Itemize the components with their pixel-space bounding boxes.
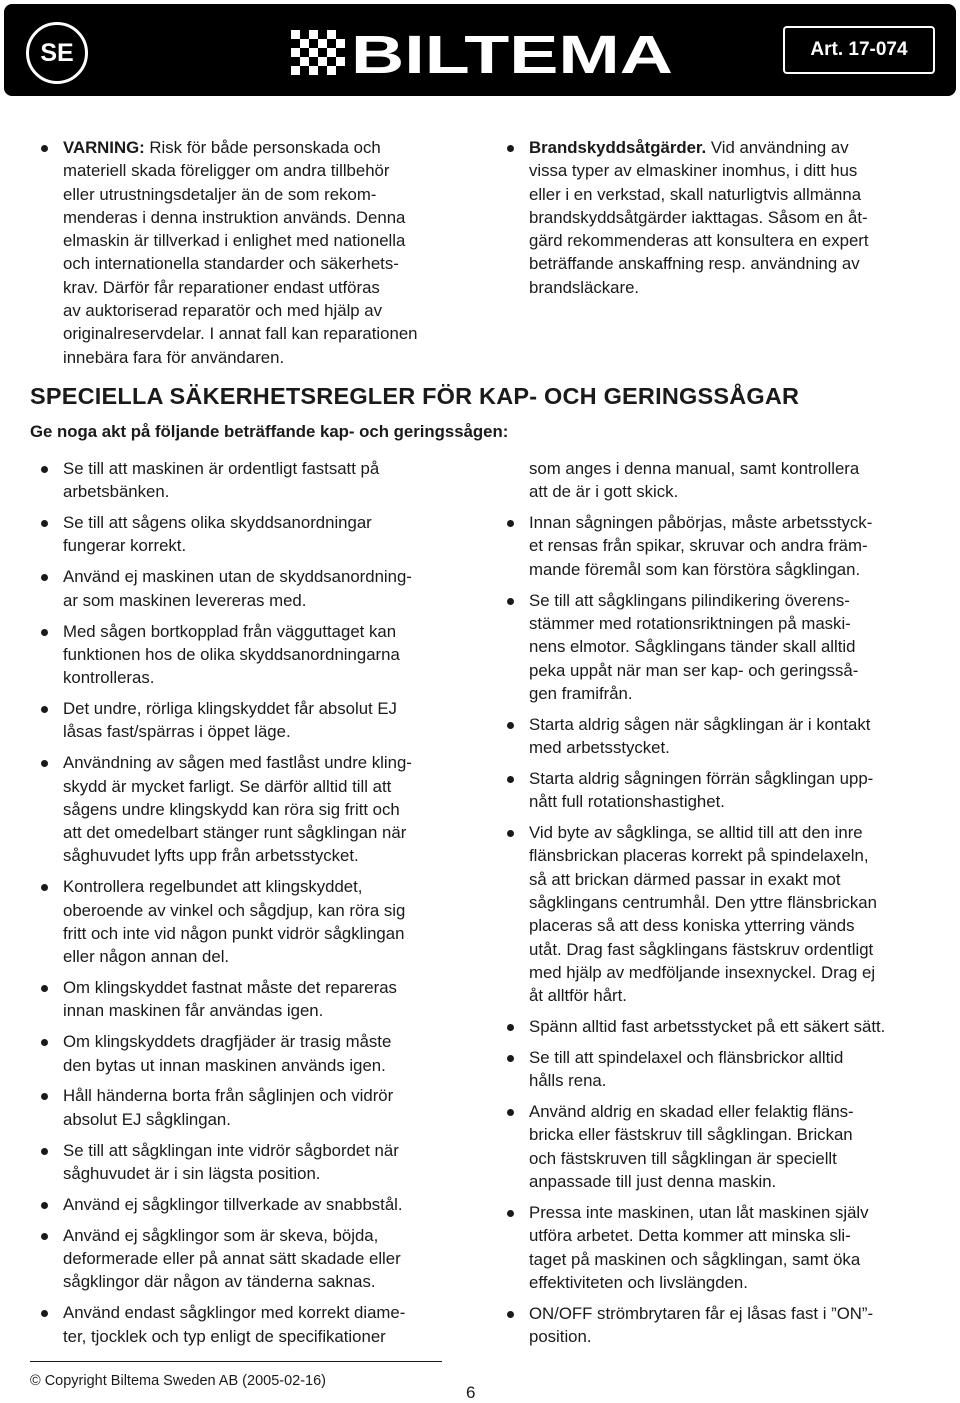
text-line: hålls rena. xyxy=(529,1071,607,1091)
text-line: Spänn alltid fast arbetsstycket på ett säkert sätt. xyxy=(529,1017,886,1037)
copyright-text: © Copyright Biltema Sweden AB (2005-02-16) xyxy=(30,1373,327,1389)
text-line: innan maskinen får användas igen. xyxy=(63,1001,324,1021)
text-line: eller någon annan del. xyxy=(63,947,230,967)
text-line: åt alltför hårt. xyxy=(529,986,627,1006)
text-line: såghuvudet är i sin lägsta position. xyxy=(63,1163,321,1183)
text-line: fungerar korrekt. xyxy=(63,536,187,556)
text-line: absolut EJ sågklingan. xyxy=(63,1109,231,1129)
text-line: arbetsbänken. xyxy=(63,482,170,502)
list-item xyxy=(504,713,949,760)
header-bar xyxy=(4,4,956,96)
text-line: Håll händerna borta från såglinjen och vidrör xyxy=(63,1086,394,1106)
text-line: så att brickan därmed passar in exakt mot xyxy=(529,869,841,889)
list-item xyxy=(38,751,483,867)
text-line: sågklingans centrumhål. Den yttre flänsbrickan xyxy=(529,893,877,913)
list-item xyxy=(38,875,483,968)
text-line: Kontrollera regelbundet att klingskyddet, xyxy=(63,877,363,897)
text-line: brandsläckare. xyxy=(529,277,640,297)
item-lead: VARNING: xyxy=(63,138,145,157)
text-line: Se till att sågklingans pilindikering överens- xyxy=(529,590,850,610)
list-item xyxy=(504,589,949,705)
text-line: gärd rekommenderas att konsultera en expert xyxy=(529,231,869,251)
text-line: Använd ej sågklingor som är skeva, böjda, xyxy=(63,1225,379,1245)
list-item xyxy=(38,1224,483,1294)
text-line: Starta aldrig sågningen förrän sågklingan upp- xyxy=(529,768,874,788)
text-line: sågens undre klingskydd kan röra sig fritt och xyxy=(63,799,400,819)
text-line: att de är i gott skick. xyxy=(529,482,679,502)
text-line: ter, tjocklek och typ enligt de specifikationer xyxy=(63,1326,386,1346)
warning-right-column xyxy=(504,136,944,299)
text-line: materiell skada föreligger om andra tillbehör xyxy=(63,161,390,181)
text-line: sågklingor där någon av tänderna saknas. xyxy=(63,1272,376,1292)
text-line: fritt och inte vid någon punkt vidrör sågklingan xyxy=(63,923,405,943)
text-line: den bytas ut innan maskinen används igen. xyxy=(63,1055,386,1075)
list-item xyxy=(504,1201,949,1294)
text-line: krav. Därför får reparationer endast utföras xyxy=(63,277,380,297)
svg-text:BILTEMA: BILTEMA xyxy=(351,26,673,78)
section-title: SPECIELLA SÄKERHETSREGLER FÖR KAP- OCH GERINGSSÅGAR xyxy=(30,383,800,409)
text-line: taget på maskinen och sågklingan, samt öka xyxy=(529,1249,861,1269)
list-item xyxy=(38,565,483,612)
text-line: och fästskruven till sågklingan är speciellt xyxy=(529,1148,837,1168)
text-line: Om klingskyddets dragfjäder är trasig måste xyxy=(63,1032,392,1052)
text-line: som anges i denna manual, samt kontrollera xyxy=(529,459,860,478)
text-line: mande föremål som kan förstöra sågklingan. xyxy=(529,559,861,579)
text-line: Vid användning av xyxy=(706,138,849,157)
text-line: peka uppåt när man ser kap- och geringsså- xyxy=(529,660,859,680)
text-line: med arbetsstycket. xyxy=(529,738,670,758)
list-item xyxy=(38,136,478,369)
list-item xyxy=(504,767,949,814)
text-line: Pressa inte maskinen, utan låt maskinen själv xyxy=(529,1202,869,1222)
warning-left-column xyxy=(38,136,478,369)
list-item xyxy=(504,1100,949,1193)
list-item xyxy=(38,1030,483,1077)
rules-right-column xyxy=(504,457,949,1348)
list-item xyxy=(38,620,483,690)
item-lead: Brandskyddsåtgärder. xyxy=(529,138,707,157)
language-badge: SE xyxy=(26,22,88,84)
text-line: nått full rotationshastighet. xyxy=(529,792,725,812)
text-line: Se till att sågens olika skyddsanordningar xyxy=(63,513,372,533)
text-line: med hjälp av medföljande insexnyckel. Drag ej xyxy=(529,962,876,982)
list-item xyxy=(504,1015,949,1038)
text-line: Vid byte av sågklinga, se alltid till att den inre xyxy=(529,823,863,843)
text-line: gen framifrån. xyxy=(529,683,633,703)
list-item xyxy=(504,1046,949,1093)
text-line: deformerade eller på annat sätt skadade eller xyxy=(63,1249,401,1269)
text-line: originalreservdelar. I annat fall kan reparationen xyxy=(63,324,418,344)
text-line: Se till att maskinen är ordentligt fastsatt på xyxy=(63,459,380,478)
list-item xyxy=(504,136,944,299)
text-line: position. xyxy=(529,1327,592,1347)
text-line: Starta aldrig sågen när sågklingan är i kontakt xyxy=(529,714,871,734)
text-line: Använd ej sågklingor tillverkade av snabbstål. xyxy=(63,1194,403,1214)
text-line: beträffande anskaffning resp. användning av xyxy=(529,254,860,274)
list-item xyxy=(38,1139,483,1186)
footer-divider xyxy=(30,1361,442,1362)
text-line: eller i en verkstad, skall naturligtvis allmänna xyxy=(529,184,862,204)
text-line: Med sågen bortkopplad från vägguttaget kan xyxy=(63,621,397,641)
text-line: och internationella standarder och säkerhets- xyxy=(63,254,399,274)
text-line: Innan sågningen påbörjas, måste arbetsstyck- xyxy=(529,513,873,533)
text-line: elmaskin är tillverkad i enlighet med nationella xyxy=(63,231,406,251)
text-line: Använd aldrig en skadad eller felaktig fläns- xyxy=(529,1102,854,1122)
text-line: stämmer med rotationsriktningen på maski- xyxy=(529,613,851,633)
text-line: Det undre, rörliga klingskyddet får absolut EJ xyxy=(63,699,397,719)
text-line: Om klingskyddet fastnat måste det repareras xyxy=(63,978,397,998)
text-line: Använd ej maskinen utan de skyddsanordning- xyxy=(63,567,412,587)
article-number: Art. 17-074 xyxy=(783,26,935,74)
list-item xyxy=(38,976,483,1023)
text-line: eller utrustningsdetaljer än de som rekom- xyxy=(63,184,377,204)
text-line: Risk för både personskada och xyxy=(144,138,381,157)
list-item xyxy=(504,821,949,1007)
text-line: menderas i denna instruktion används. Denna xyxy=(63,207,406,227)
page-number: 6 xyxy=(466,1383,476,1402)
section-subtitle: Ge noga akt på följande beträffande kap- och geringssågen: xyxy=(30,422,509,441)
text-line: flänsbrickan placeras korrekt på spindelaxeln, xyxy=(529,846,869,866)
list-item xyxy=(38,1193,483,1216)
text-line: placeras så att dess koniska ytterring vänds xyxy=(529,916,855,936)
list-item xyxy=(38,1301,483,1348)
list-item xyxy=(38,457,483,504)
text-line: såghuvudet lyfts upp från arbetsstycket. xyxy=(63,846,359,866)
text-line: bricka eller fästskruv till sågklingan. Brickan xyxy=(529,1125,853,1145)
text-line: Användning av sågen med fastlåst undre kling- xyxy=(63,753,412,773)
continued-text xyxy=(504,457,949,504)
list-item xyxy=(504,1302,949,1349)
text-line: att det omedelbart stänger runt sågklingan när xyxy=(63,823,407,843)
text-line: nens elmotor. Sågklingans tänder skall alltid xyxy=(529,637,856,657)
text-line: anpassade till just denna maskin. xyxy=(529,1172,777,1192)
text-line: av auktoriserad reparatör och med hjälp av xyxy=(63,301,383,321)
text-line: utåt. Drag fast sågklingans fästskruv ordentligt xyxy=(529,939,874,959)
text-line: oberoende av vinkel och sågdjup, kan röra sig xyxy=(63,900,406,920)
biltema-logo xyxy=(289,26,679,78)
list-item xyxy=(38,1084,483,1131)
text-line: funktionen hos de olika skyddsanordningarna xyxy=(63,644,400,664)
list-item xyxy=(38,511,483,558)
text-line: låsas fast/spärras i öppet läge. xyxy=(63,722,291,742)
text-line: et rensas från spikar, skruvar och andra främ- xyxy=(529,536,868,556)
text-line: ON/OFF strömbrytaren får ej låsas fast i ”ON”- xyxy=(529,1303,874,1323)
text-line: kontrolleras. xyxy=(63,668,155,688)
text-line: vissa typer av elmaskiner inomhus, i ditt hus xyxy=(529,161,858,181)
text-line: brandskyddsåtgärder iakttagas. Såsom en åt- xyxy=(529,207,868,227)
text-line: Se till att spindelaxel och flänsbrickor alltid xyxy=(529,1047,844,1067)
text-line: skydd är mycket farligt. Se därför alltid till att xyxy=(63,776,392,796)
text-line: innebära fara för användaren. xyxy=(63,347,285,367)
text-line: utföra arbetet. Detta kommer att minska sli- xyxy=(529,1226,851,1246)
text-line: ar som maskinen levereras med. xyxy=(63,590,307,610)
rules-left-column xyxy=(38,457,483,1348)
text-line: Se till att sågklingan inte vidrör sågbordet när xyxy=(63,1140,399,1160)
text-line: Använd endast sågklingor med korrekt diame- xyxy=(63,1303,406,1323)
list-item xyxy=(504,511,949,581)
list-item xyxy=(38,697,483,744)
text-line: effektiviteten och livslängden. xyxy=(529,1272,748,1292)
